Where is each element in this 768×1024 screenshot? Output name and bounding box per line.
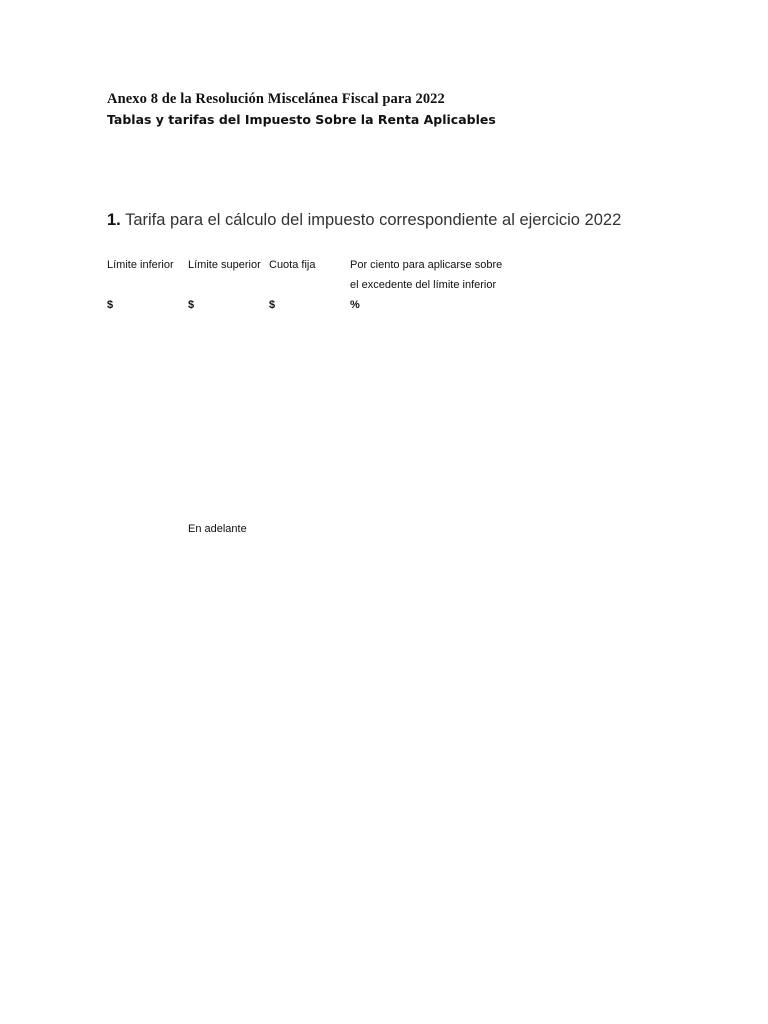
unit-limite-superior: $ — [188, 299, 195, 311]
section-number: 1. — [107, 211, 121, 229]
section-heading-text: Tarifa para el cálculo del impuesto correspondiente al ejercicio 2022 — [125, 211, 622, 229]
document-subtitle: Tablas y tarifas del Impuesto Sobre la Renta Aplicables — [107, 112, 496, 127]
document-title: Anexo 8 de la Resolución Miscelánea Fiscal para 2022 — [107, 91, 445, 107]
unit-limite-inferior: $ — [107, 299, 114, 311]
header-porcentaje-line2: el excedente del límite inferior — [350, 279, 497, 291]
header-limite-inferior: Límite inferior — [107, 259, 174, 271]
cell-limite-superior: En adelante — [188, 523, 247, 535]
header-limite-superior: Límite superior — [188, 259, 261, 271]
unit-cuota-fija: $ — [269, 299, 276, 311]
unit-porcentaje: % — [350, 299, 360, 311]
header-cuota-fija: Cuota fija — [269, 259, 316, 271]
section-heading — [107, 211, 621, 230]
header-porcentaje-line1: Por ciento para aplicarse sobre — [350, 259, 503, 271]
